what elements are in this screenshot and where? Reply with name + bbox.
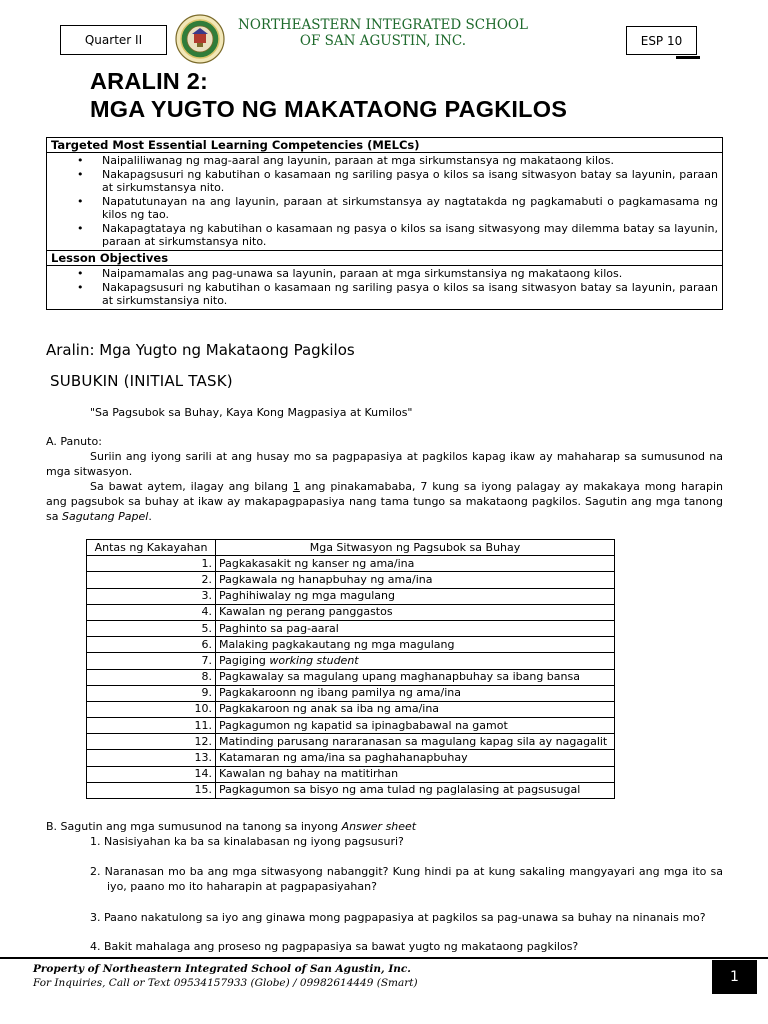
row-situation-text: Pagkakasakit ng kanser ng ama/ina [219, 556, 415, 570]
table-row [87, 750, 615, 766]
table-row [87, 588, 615, 604]
row-situation [216, 572, 615, 588]
row-number: 14. [87, 766, 216, 782]
table-row [87, 718, 615, 734]
lesson-heading: Aralin: Mga Yugto ng Makataong Pagkilos [46, 341, 355, 359]
question-1: 1. Nasisiyahan ka ba sa kinalabasan ng iyong pagsusuri? [90, 835, 404, 848]
title-line1: ARALIN 2: [90, 68, 208, 94]
row-situation-italic: working student [269, 653, 359, 667]
objective-item: • Naipamamalas ang pag-unawa sa layunin, paraan at mga sirkumstansiya ng makataong kilos. [51, 267, 718, 280]
table-row [87, 604, 615, 620]
melc-item: • Nakapagsusuri ng kabutihan o kasamaan ng sariling pasya o kilos sa isang sitwasyon batay sa layunin, paraan at sirkumstansya nito. [51, 168, 718, 194]
school-name-line2: OF SAN AGUSTIN, INC. [299, 33, 467, 49]
p2-number: 1 [292, 480, 300, 493]
row-situation [216, 588, 615, 604]
school-seal-icon [175, 14, 225, 64]
table-row [87, 669, 615, 685]
school-name [230, 17, 536, 49]
row-number: 12. [87, 734, 216, 750]
row-number: 11. [87, 718, 216, 734]
row-situation [216, 604, 615, 620]
row-situation [216, 701, 615, 717]
table-row [87, 701, 615, 717]
question-4: 4. Bakit mahalaga ang proseso ng pagpapasiya sa bawat yugto ng makataong pagkilos? [90, 940, 579, 953]
row-number: 4. [87, 604, 216, 620]
subject-box-shadow [676, 56, 700, 59]
column-header-level: Antas ng Kakayahan [87, 540, 216, 556]
p2-text-b: ang pinakamababa, 7 kung sa iyong palagay ay makakaya mong harapin ang pagsubok sa buhay at ikaw ay makapagpapasiya nang tama tungo sa makataong pagkilos. Sagutin ang mga tanong sa [46, 480, 723, 523]
row-situation-text: Matinding parusang nararanasan sa magulang kapag sila ay nagagalit [219, 734, 608, 748]
table-row [87, 556, 615, 572]
melc-table [46, 137, 723, 310]
school-name-line1: NORTHEASTERN INTEGRATED SCHOOL [238, 17, 528, 33]
table-row [87, 734, 615, 750]
quote-text: "Sa Pagsubok sa Buhay, Kaya Kong Magpasiya at Kumilos" [90, 406, 413, 419]
row-situation-text: Malaking pagkakautang ng mga magulang [219, 637, 455, 651]
melc-cell [47, 153, 723, 251]
row-number: 6. [87, 637, 216, 653]
row-number: 5. [87, 620, 216, 636]
page-title [90, 67, 567, 123]
footer-contact: For Inquiries, Call or Text 09534157933 (Globe) / 09982614449 (Smart) [33, 977, 418, 989]
title-line2: MGA YUGTO NG MAKATAONG PAGKILOS [90, 96, 568, 122]
quarter-label: Quarter II [60, 25, 167, 55]
row-situation [216, 653, 615, 669]
row-number: 7. [87, 653, 216, 669]
column-header-situation: Mga Sitwasyon ng Pagsubok sa Buhay [216, 540, 615, 556]
melc-item: • Nakapagtataya ng kabutihan o kasamaan ng pasya o kilos sa isang sitwasyong may dilemma batay sa layunin, paraan at sirkumstansya nito. [51, 222, 718, 248]
objectives-cell [47, 266, 723, 310]
panuto-heading: A. Panuto: [46, 435, 102, 448]
row-situation [216, 685, 615, 701]
row-situation-text: Paghinto sa pag-aaral [219, 621, 339, 635]
row-number: 13. [87, 750, 216, 766]
question-2: 2. Naranasan mo ba ang mga sitwasyong nabanggit? Kung hindi pa at kung sakaling mangyayari ang mga ito sa iyo, paano mo ito haharapin at pagpapasiyahan? [90, 865, 723, 893]
part-b-heading-italic: Answer sheet [341, 820, 417, 833]
row-number: 1. [87, 556, 216, 572]
footer [33, 962, 418, 990]
row-situation [216, 750, 615, 766]
row-number: 15. [87, 782, 216, 798]
footer-divider [0, 957, 768, 959]
table-row [87, 653, 615, 669]
row-situation-text: Pagkagumon sa bisyo ng ama tulad ng paglalasing at pagsusugal [219, 783, 581, 797]
p2-end: . [148, 510, 152, 523]
row-situation-text: Pagkawala ng hanapbuhay ng ama/ina [219, 572, 433, 586]
row-situation [216, 718, 615, 734]
panuto-paragraph-1: Suriin ang iyong sarili at ang husay mo sa pagpapasiya at pagkilos kapag ikaw ay mahaharap sa sumusunod na mga sitwasyon. [46, 450, 723, 478]
row-situation [216, 782, 615, 798]
row-situation-text: Pagkagumon ng kapatid sa ipinagbabawal na gamot [219, 718, 508, 732]
table-row [87, 637, 615, 653]
row-situation-text: Pagiging [219, 653, 270, 667]
row-situation [216, 669, 615, 685]
subject-label: ESP 10 [626, 26, 697, 55]
objectives-header: Lesson Objectives [47, 251, 723, 266]
row-situation-text: Pagkawalay sa magulang upang maghanapbuhay sa ibang bansa [219, 670, 580, 684]
situations-table [86, 539, 615, 799]
part-b-heading [46, 819, 416, 834]
row-situation-text: Pagkakaroon ng anak sa iba ng ama/ina [219, 702, 440, 716]
row-number: 8. [87, 669, 216, 685]
question-3: 3. Paano nakatulong sa iyo ang ginawa mong pagpapasiya at pagkilos sa pag-unawa sa buhay na ninanais mo? [90, 911, 706, 924]
row-situation [216, 766, 615, 782]
page-number: 1 [712, 960, 757, 994]
row-situation [216, 637, 615, 653]
subukin-heading: SUBUKIN (INITIAL TASK) [50, 372, 233, 390]
row-number: 9. [87, 685, 216, 701]
row-situation [216, 556, 615, 572]
table-row [87, 572, 615, 588]
p2-italic: Sagutang Papel [61, 510, 149, 523]
melc-item: • Naipaliliwanag ng mag-aaral ang layunin, paraan at mga sirkumstansya ng makataong kilos. [51, 154, 718, 167]
row-number: 10. [87, 701, 216, 717]
panuto-paragraph-2 [46, 479, 723, 524]
part-b-heading-text: B. Sagutin ang mga sumusunod na tanong sa inyong [46, 820, 342, 833]
p2-text-a: Sa bawat aytem, ilagay ang bilang [90, 480, 293, 493]
row-situation-text: Kawalan ng bahay na matitirhan [219, 767, 399, 781]
table-row [87, 782, 615, 798]
row-situation-text: Pagkakaroonn ng ibang pamilya ng ama/ina [219, 686, 461, 700]
objective-item: • Nakapagsusuri ng kabutihan o kasamaan ng sariling pasya o kilos sa isang sitwasyon batay sa layunin, paraan at sirkumstansiya nito. [51, 281, 718, 307]
table-row [87, 685, 615, 701]
melc-item: • Napatutunayan na ang layunin, paraan at sirkumstansya ay nagtatakda ng pagkamabuti o pagkamasama ng kilos ng tao. [51, 195, 718, 221]
row-situation-text: Paghihiwalay ng mga magulang [219, 589, 396, 603]
row-number: 3. [87, 588, 216, 604]
row-number: 2. [87, 572, 216, 588]
row-situation [216, 734, 615, 750]
row-situation-text: Kawalan ng perang panggastos [219, 605, 393, 619]
row-situation-text: Katamaran ng ama/ina sa paghahanapbuhay [219, 751, 468, 765]
table-row [87, 620, 615, 636]
footer-property: Property of Northeastern Integrated School of San Agustin, Inc. [33, 963, 411, 975]
melc-header: Targeted Most Essential Learning Competencies (MELCs) [47, 138, 723, 153]
row-situation [216, 620, 615, 636]
table-row [87, 766, 615, 782]
